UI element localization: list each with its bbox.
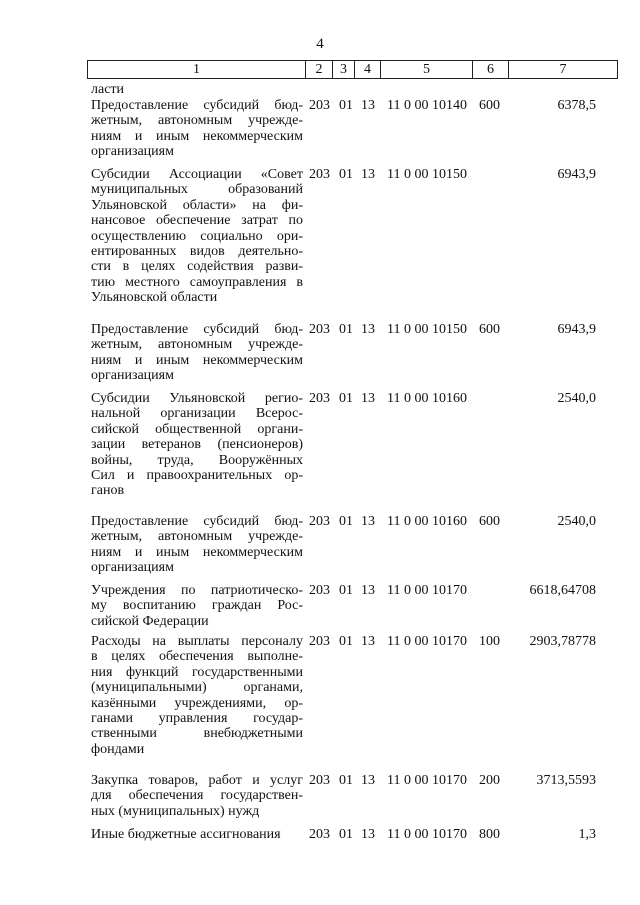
row-name-line: Иные бюджетные ассигнования bbox=[91, 827, 281, 842]
row-name bbox=[91, 322, 303, 384]
page-number: 4 bbox=[316, 36, 324, 52]
row-cell-c2: 203 bbox=[309, 391, 330, 406]
row-cell-c7: 2540,0 bbox=[557, 391, 596, 406]
row-name-line: в целях обеспечения выполне- bbox=[91, 649, 303, 665]
row-name-line: фондами bbox=[91, 741, 145, 757]
row-name-line: Учреждения по патриотическо- bbox=[91, 583, 303, 598]
row-cell-c2: 203 bbox=[309, 514, 330, 529]
column-header-2: 2 bbox=[306, 61, 333, 78]
row-cell-c5: 11 0 00 10170 bbox=[387, 583, 467, 598]
row-name-line: казёнными учреждениями, ор- bbox=[91, 695, 303, 711]
row-cell-c7: 6943,9 bbox=[557, 322, 596, 337]
row-cell-c5: 11 0 00 10150 bbox=[387, 167, 467, 182]
row-name-line: Субсидии Ульяновской регио- bbox=[91, 391, 303, 406]
row-cell-c7: 2903,78778 bbox=[529, 634, 596, 649]
row-name bbox=[91, 167, 303, 306]
row-cell-c6: 200 bbox=[479, 773, 500, 788]
row-cell-c2: 203 bbox=[309, 98, 330, 113]
row-name-line: ентированных видов деятельно- bbox=[91, 244, 303, 260]
row-name-line: ния функций государственными bbox=[91, 664, 303, 680]
row-cell-c4: 13 bbox=[361, 827, 375, 842]
row-name-line: Предоставление субсидий бюд- bbox=[91, 514, 303, 529]
row-name bbox=[91, 514, 303, 576]
row-cell-c4: 13 bbox=[361, 514, 375, 529]
row-cell-c3: 01 bbox=[339, 167, 353, 182]
row-cell-c4: 13 bbox=[361, 583, 375, 598]
row-cell-c6: 600 bbox=[479, 514, 500, 529]
column-header-1: 1 bbox=[88, 61, 306, 78]
row-name-line: войны, труда, Вооружённых bbox=[91, 452, 303, 468]
row-cell-c2: 203 bbox=[309, 583, 330, 598]
row-cell-c2: 203 bbox=[309, 827, 330, 842]
row-name-line: Расходы на выплаты персоналу bbox=[91, 634, 303, 649]
row-name-line: для обеспечения государствен- bbox=[91, 788, 303, 804]
row-name-line: сийской Федерации bbox=[91, 613, 209, 629]
row-cell-c4: 13 bbox=[361, 773, 375, 788]
column-header-3: 3 bbox=[333, 61, 355, 78]
row-name-line: ганами управления государ- bbox=[91, 711, 303, 727]
column-header-6: 6 bbox=[473, 61, 509, 78]
row-cell-c5: 11 0 00 10160 bbox=[387, 391, 467, 406]
row-cell-c2: 203 bbox=[309, 167, 330, 182]
row-name-line: Предоставление субсидий бюд- bbox=[91, 98, 303, 113]
row-name-line: жетным, автономным учрежде- bbox=[91, 337, 303, 353]
row-cell-c2: 203 bbox=[309, 634, 330, 649]
row-name-line: осуществлению социально ори- bbox=[91, 228, 303, 244]
continuation-text bbox=[91, 82, 303, 97]
row-cell-c7: 1,3 bbox=[578, 827, 596, 842]
row-name-line: ниям и иным некоммерческим bbox=[91, 128, 303, 144]
row-name-line: сти в целях содействия разви- bbox=[91, 259, 303, 275]
row-name-line: сийской общественной органи- bbox=[91, 421, 303, 437]
row-cell-c5: 11 0 00 10170 bbox=[387, 773, 467, 788]
row-name-line: муниципальных образований bbox=[91, 182, 303, 198]
row-cell-c3: 01 bbox=[339, 634, 353, 649]
row-name-line: ных (муниципальных) нужд bbox=[91, 803, 260, 819]
row-name bbox=[91, 98, 303, 160]
row-cell-c4: 13 bbox=[361, 167, 375, 182]
row-cell-c2: 203 bbox=[309, 773, 330, 788]
row-cell-c2: 203 bbox=[309, 322, 330, 337]
row-name-line: Закупка товаров, работ и услуг bbox=[91, 773, 303, 788]
row-name-line: ганов bbox=[91, 483, 125, 499]
row-cell-c6: 100 bbox=[479, 634, 500, 649]
row-cell-c3: 01 bbox=[339, 514, 353, 529]
row-name-line: Субсидии Ассоциации «Совет bbox=[91, 167, 303, 182]
row-name-line: ниям и иным некоммерческим bbox=[91, 352, 303, 368]
row-name-line: (муниципальными) органами, bbox=[91, 680, 303, 696]
row-name-line: нальной организации Всерос- bbox=[91, 406, 303, 422]
row-name-line: организациям bbox=[91, 560, 174, 576]
row-name-line: организациям bbox=[91, 368, 174, 384]
row-cell-c4: 13 bbox=[361, 322, 375, 337]
row-cell-c5: 11 0 00 10170 bbox=[387, 827, 467, 842]
row-cell-c6: 600 bbox=[479, 322, 500, 337]
row-cell-c3: 01 bbox=[339, 322, 353, 337]
row-cell-c7: 3713,5593 bbox=[536, 773, 596, 788]
row-cell-c5: 11 0 00 10140 bbox=[387, 98, 467, 113]
row-cell-c7: 2540,0 bbox=[557, 514, 596, 529]
row-cell-c5: 11 0 00 10160 bbox=[387, 514, 467, 529]
row-cell-c3: 01 bbox=[339, 391, 353, 406]
row-name-line: Ульяновской области bbox=[91, 290, 218, 306]
row-name-line: му воспитанию граждан Рос- bbox=[91, 598, 303, 614]
row-cell-c7: 6618,64708 bbox=[529, 583, 596, 598]
row-name-line: Ульяновской области» на фи- bbox=[91, 197, 303, 213]
column-header-5: 5 bbox=[381, 61, 473, 78]
row-cell-c3: 01 bbox=[339, 583, 353, 598]
row-name-line: жетным, автономным учрежде- bbox=[91, 113, 303, 129]
row-name-line: жетным, автономным учрежде- bbox=[91, 529, 303, 545]
column-header-row bbox=[87, 60, 618, 79]
row-cell-c4: 13 bbox=[361, 391, 375, 406]
row-cell-c4: 13 bbox=[361, 634, 375, 649]
row-name-line: ниям и иным некоммерческим bbox=[91, 544, 303, 560]
row-cell-c7: 6943,9 bbox=[557, 167, 596, 182]
row-name-line: зации ветеранов (пенсионеров) bbox=[91, 437, 303, 453]
row-name-line: Предоставление субсидий бюд- bbox=[91, 322, 303, 337]
row-cell-c6: 800 bbox=[479, 827, 500, 842]
row-cell-c3: 01 bbox=[339, 827, 353, 842]
row-name bbox=[91, 634, 303, 757]
row-name-line: Сил и правоохранительных ор- bbox=[91, 468, 303, 484]
column-header-7: 7 bbox=[559, 62, 567, 77]
row-name bbox=[91, 827, 303, 842]
row-cell-c6: 600 bbox=[479, 98, 500, 113]
row-cell-c5: 11 0 00 10150 bbox=[387, 322, 467, 337]
row-name bbox=[91, 773, 303, 819]
row-cell-c3: 01 bbox=[339, 773, 353, 788]
row-cell-c4: 13 bbox=[361, 98, 375, 113]
row-cell-c5: 11 0 00 10170 bbox=[387, 634, 467, 649]
column-header-4: 4 bbox=[355, 61, 381, 78]
continuation-line: ласти bbox=[91, 82, 125, 97]
row-name-line: нансовое обеспечение затрат по bbox=[91, 213, 303, 229]
row-name bbox=[91, 583, 303, 629]
row-name-line: ственными внебюджетными bbox=[91, 726, 303, 742]
row-name bbox=[91, 391, 303, 499]
row-cell-c3: 01 bbox=[339, 98, 353, 113]
row-name-line: тию местного самоуправления в bbox=[91, 274, 303, 290]
row-name-line: организациям bbox=[91, 144, 174, 160]
row-cell-c7: 6378,5 bbox=[557, 98, 596, 113]
